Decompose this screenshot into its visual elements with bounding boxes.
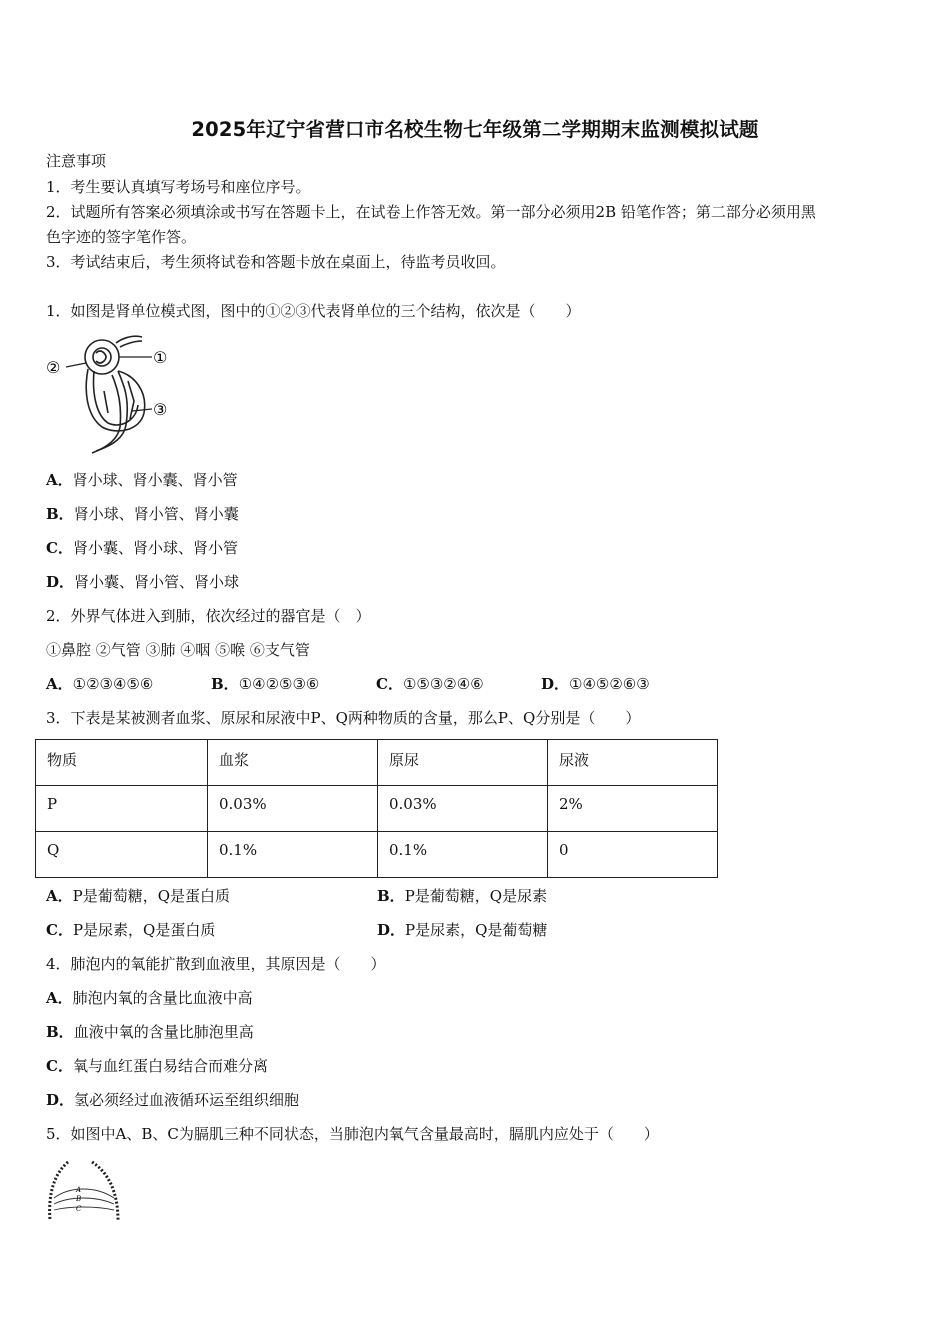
q3-option-c[interactable]: C．P是尿素，Q是蛋白质 [46, 921, 216, 939]
table-cell: P [36, 786, 208, 832]
figure-label-c: C [76, 1205, 82, 1213]
q4-option-a[interactable]: A．肺泡内氧的含量比血液中高 [46, 989, 253, 1007]
table-header-cell: 原尿 [378, 740, 548, 786]
q4-option-d[interactable]: D．氢必须经过血液循环运至组织细胞 [46, 1091, 300, 1109]
diaphragm-curves [54, 1189, 114, 1210]
q4-option-b[interactable]: B．血液中氧的含量比肺泡里高 [46, 1023, 254, 1041]
label-3-leader [132, 409, 152, 411]
table-header-row [36, 740, 718, 786]
table-cell: 2% [548, 786, 718, 832]
table-header-cell: 血浆 [208, 740, 378, 786]
table-row [36, 786, 718, 832]
q2-option-d[interactable]: D．①④⑤②⑥③ [541, 675, 650, 693]
figure-label-b: B [76, 1195, 82, 1203]
nephron-drawing [85, 336, 145, 453]
q1-option-c[interactable]: C．肾小囊、肾小球、肾小管 [46, 539, 238, 557]
question-3-stem: 3．下表是某被测者血浆、原尿和尿液中P、Q两种物质的含量，那么P、Q分别是（ ） [46, 709, 641, 727]
substance-table [35, 739, 718, 878]
table-cell: 0.03% [378, 786, 548, 832]
rib-wall-left [50, 1162, 68, 1220]
table-cell: 0.1% [378, 832, 548, 878]
q4-option-c[interactable]: C．氧与血红蛋白易结合而难分离 [46, 1057, 268, 1075]
question-1-stem: 1．如图是肾单位模式图，图中的①②③代表肾单位的三个结构，依次是（ ） [46, 302, 581, 320]
q1-option-d[interactable]: D．肾小囊、肾小管、肾小球 [46, 573, 240, 591]
q3-option-d[interactable]: D．P是尿素，Q是葡萄糖 [377, 921, 548, 939]
notice-heading: 注意事项 [46, 152, 107, 170]
table-row [36, 832, 718, 878]
question-2-items: ①鼻腔 ②气管 ③肺 ④咽 ⑤喉 ⑥支气管 [46, 641, 310, 659]
q1-option-b[interactable]: B．肾小球、肾小管、肾小囊 [46, 505, 239, 523]
table-header-cell: 尿液 [548, 740, 718, 786]
notice-item: 2．试题所有答案必须填涂或书写在答题卡上，在试卷上作答无效。第一部分必须用2B 铅笔作答；第二部分必须用黑 [46, 203, 816, 221]
table-cell: 0 [548, 832, 718, 878]
question-2-stem: 2．外界气体进入到肺，依次经过的器官是（ ） [46, 607, 371, 625]
q3-option-b[interactable]: B．P是葡萄糖，Q是尿素 [377, 887, 548, 905]
q1-option-a[interactable]: A．肾小球、肾小囊、肾小管 [46, 471, 238, 489]
nephron-figure [44, 335, 174, 457]
rib-wall-right [92, 1162, 118, 1220]
question-4-stem: 4．肺泡内的氧能扩散到血液里，其原因是（ ） [46, 955, 386, 973]
diaphragm-figure [44, 1158, 124, 1224]
table-cell: 0.03% [208, 786, 378, 832]
page-title: 2025年辽宁省营口市名校生物七年级第二学期期末监测模拟试题 [191, 118, 759, 141]
q3-option-a[interactable]: A．P是葡萄糖，Q是蛋白质 [46, 887, 231, 905]
table-header-cell: 物质 [36, 740, 208, 786]
table-cell: 0.1% [208, 832, 378, 878]
figure-label-a: A [76, 1186, 82, 1194]
q2-option-a[interactable]: A．①②③④⑤⑥ [46, 675, 154, 693]
notice-item: 色字迹的签字笔作答。 [46, 228, 197, 246]
figure-label-2: ② [46, 358, 61, 377]
notice-item: 3．考试结束后，考生须将试卷和答题卡放在桌面上，待监考员收回。 [46, 253, 506, 271]
q2-option-c[interactable]: C．①⑤③②④⑥ [376, 675, 484, 693]
figure-label-3: ③ [153, 400, 168, 419]
question-5-stem: 5．如图中A、B、C为膈肌三种不同状态，当肺泡内氧气含量最高时，膈肌内应处于（ ） [46, 1125, 659, 1143]
notice-item: 1．考生要认真填写考场号和座位序号。 [46, 178, 311, 196]
q2-option-b[interactable]: B．①④②⑤③⑥ [211, 675, 320, 693]
figure-label-1: ① [153, 348, 168, 367]
label-2-leader [66, 363, 86, 367]
table-cell: Q [36, 832, 208, 878]
